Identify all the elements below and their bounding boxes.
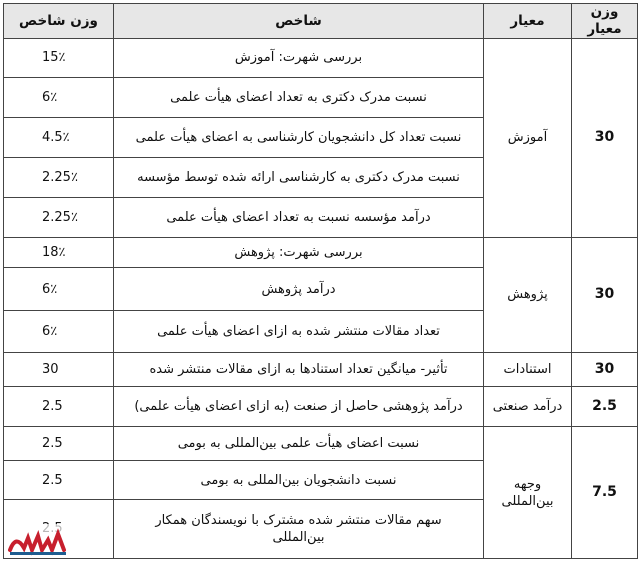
- index-cell: نسبت تعداد کل دانشجویان کارشناسی به اعضای هیأت علمی: [114, 117, 484, 157]
- index-cell: نسبت اعضای هیأت علمی بین‌المللی به بومی: [114, 427, 484, 461]
- index-weight-cell: 4.5٪: [4, 117, 114, 157]
- criterion-weight-cell: 2.5: [572, 387, 638, 427]
- index-weight-cell: 6٪: [4, 77, 114, 117]
- table-row: [4, 39, 638, 78]
- header-index: شاخص: [114, 4, 484, 39]
- index-weight-cell: 2.5: [4, 461, 114, 500]
- index-cell: تأثیر- میانگین تعداد استنادها به ازای مقالات منتشر شده: [114, 352, 484, 387]
- index-cell: درآمد مؤسسه نسبت به تعداد اعضای هیأت علمی: [114, 197, 484, 237]
- index-weight-cell: 2.25٪: [4, 157, 114, 197]
- index-weight-cell: 2.25٪: [4, 197, 114, 237]
- table-row: [4, 387, 638, 427]
- index-weight-cell: 18٪: [4, 237, 114, 268]
- criterion-weight-cell: 30: [572, 352, 638, 387]
- index-cell: نسبت مدرک دکتری به تعداد اعضای هیأت علمی: [114, 77, 484, 117]
- criterion-weight-cell: 7.5: [572, 427, 638, 559]
- index-weight-cell: 30: [4, 352, 114, 387]
- index-weight-cell: 2.5: [4, 387, 114, 427]
- criterion-cell: آموزش: [484, 39, 572, 238]
- index-cell: نسبت دانشجویان بین‌المللی به بومی: [114, 461, 484, 500]
- header-criterion-weight: وزن معیار: [572, 4, 638, 39]
- table-row: [4, 427, 638, 461]
- table-body: [4, 39, 638, 559]
- index-cell: بررسی شهرت: آموزش: [114, 39, 484, 78]
- criterion-cell: درآمد صنعتی: [484, 387, 572, 427]
- header-index-weight: وزن شاخص: [4, 4, 114, 39]
- index-cell: سهم مقالات منتشر شده مشترک با نویسندگان همکار بین‌المللی: [114, 499, 484, 558]
- index-weight-cell: 6٪: [4, 310, 114, 352]
- header-row: [4, 4, 638, 39]
- index-weight-cell: 6٪: [4, 268, 114, 310]
- index-cell: بررسی شهرت: پژوهش: [114, 237, 484, 268]
- criterion-weight-cell: 30: [572, 237, 638, 352]
- criterion-cell: وجهه بین‌المللی: [484, 427, 572, 559]
- index-cell: نسبت مدرک دکتری به کارشناسی ارائه شده توسط مؤسسه: [114, 157, 484, 197]
- ranking-criteria-table: [3, 3, 638, 559]
- criterion-cell: پژوهش: [484, 237, 572, 352]
- header-criterion: معیار: [484, 4, 572, 39]
- watermark-logo: [6, 524, 70, 558]
- index-cell: تعداد مقالات منتشر شده به ازای اعضای هیأت علمی: [114, 310, 484, 352]
- index-weight-cell: 15٪: [4, 39, 114, 78]
- criterion-cell: استنادات: [484, 352, 572, 387]
- criterion-weight-cell: 30: [572, 39, 638, 238]
- index-cell: درآمد پژوهشی حاصل از صنعت (به ازای اعضای هیأت علمی): [114, 387, 484, 427]
- index-weight-cell: 2.5: [4, 427, 114, 461]
- index-cell: درآمد پژوهش: [114, 268, 484, 310]
- table-row: [4, 237, 638, 268]
- table-row: [4, 352, 638, 387]
